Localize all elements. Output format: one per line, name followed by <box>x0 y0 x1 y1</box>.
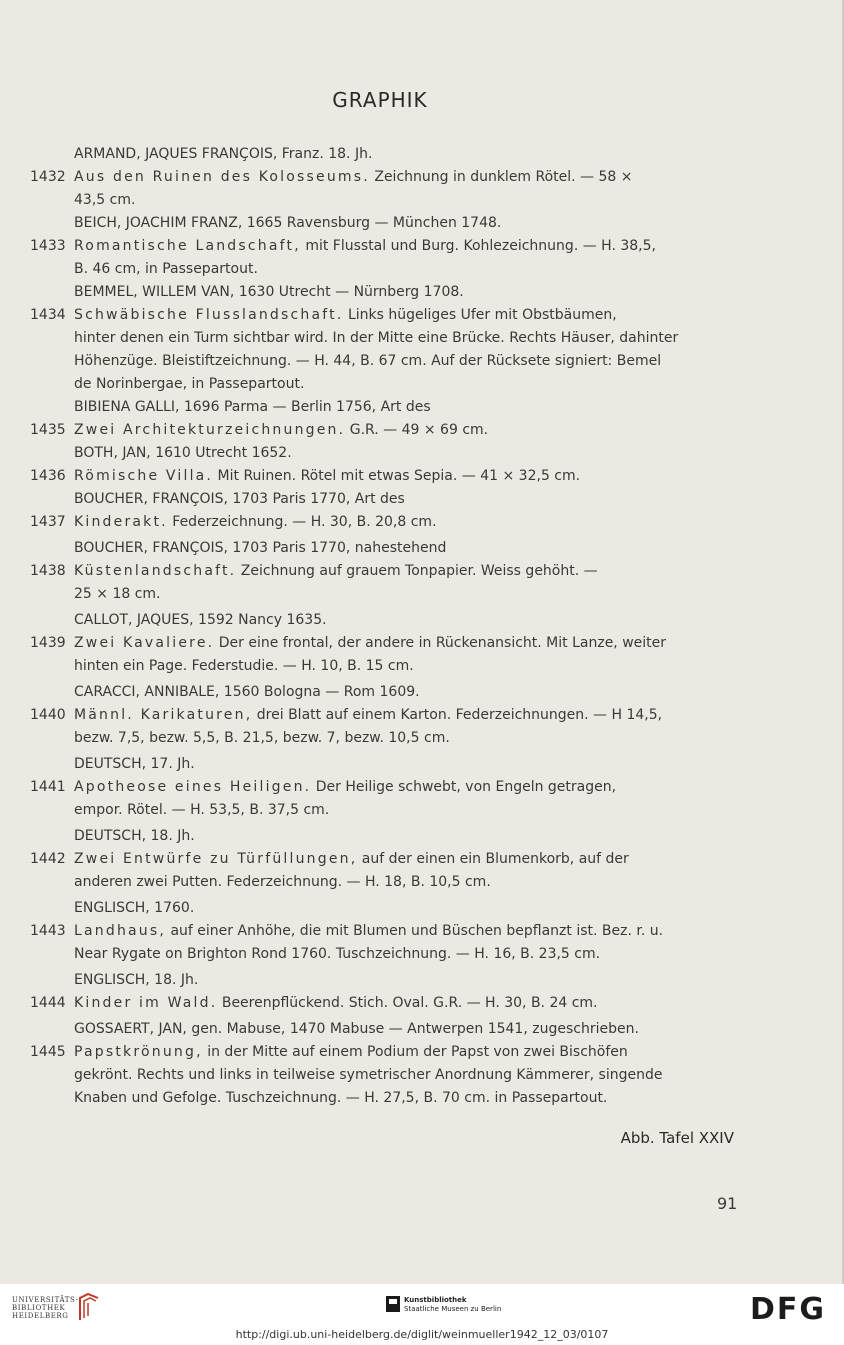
lot-text: empor. Rötel. — H. 53,5, B. 37,5 cm. <box>74 802 330 818</box>
artist-heading: CALLOT, JAQUES, 1592 Nancy 1635. <box>74 612 327 628</box>
lot-description-line <box>74 465 738 488</box>
lot-description-line <box>74 1041 738 1064</box>
footer <box>0 1284 844 1345</box>
lot-text: Beerenpflückend. Stich. Oval. G.R. — H. 30, B. 24 cm. <box>217 995 598 1011</box>
lot-title: Aus den Ruinen des Kolosseums. <box>74 169 370 185</box>
artist-heading: DEUTSCH, 17. Jh. <box>74 756 195 772</box>
lot-number: 1442 <box>30 851 66 867</box>
lot-entry <box>30 776 738 799</box>
lot-description-line <box>30 583 738 606</box>
lot-description-line <box>74 419 738 442</box>
lot-title: Papstkrönung, <box>74 1044 203 1060</box>
lot-number: 1440 <box>30 707 66 723</box>
lot-text: auf einer Anhöhe, die mit Blumen und Büschen bepflanzt ist. Bez. r. u. <box>166 923 664 939</box>
lot-entry <box>30 992 738 1015</box>
lot-text: mit Flusstal und Burg. Kohlezeichnung. — H. 38,5, <box>300 238 656 254</box>
artist-heading: ARMAND, JAQUES FRANÇOIS, Franz. 18. Jh. <box>74 146 373 162</box>
lot-number: 1441 <box>30 779 66 795</box>
lot-title: Apotheose eines Heiligen. <box>74 779 312 795</box>
lot-number: 1437 <box>30 514 66 530</box>
artist-heading: BIBIENA GALLI, 1696 Parma — Berlin 1756, Art des <box>74 399 431 415</box>
lot-text: Near Rygate on Brighton Rond 1760. Tuschzeichnung. — H. 16, B. 23,5 cm. <box>74 946 601 962</box>
kunstbibliothek-logo-icon <box>386 1296 400 1312</box>
lot-entry <box>30 1041 738 1064</box>
lot-description-line <box>30 655 738 678</box>
lot-entry <box>30 560 738 583</box>
lot-description-line <box>30 327 738 350</box>
lot-description-line <box>74 235 738 258</box>
artist-heading: BOUCHER, FRANÇOIS, 1703 Paris 1770, Art des <box>74 491 405 507</box>
lot-description-line <box>30 1064 738 1087</box>
plate-reference: Abb. Tafel XXIV <box>620 1129 734 1147</box>
lot-number: 1432 <box>30 169 66 185</box>
lot-description-line <box>74 776 738 799</box>
ub-line: HEIDELBERG <box>12 1312 69 1320</box>
lot-text: hinten ein Page. Federstudie. — H. 10, B. 15 cm. <box>74 658 414 674</box>
lot-entry <box>30 511 738 534</box>
lot-description-line <box>30 727 738 750</box>
dfg-logo: DFG <box>750 1292 827 1327</box>
lot-description-line <box>30 373 738 396</box>
artist-heading: BEICH, JOACHIM FRANZ, 1665 Ravensburg — München 1748. <box>74 215 502 231</box>
lot-description-line <box>74 992 738 1015</box>
ub-heidelberg-label <box>12 1296 79 1320</box>
lot-title: Schwäbische Flusslandschaft. <box>74 307 344 323</box>
lot-text: Der Heilige schwebt, von Engeln getragen, <box>311 779 617 795</box>
lot-text: Höhenzüge. Bleistiftzeichnung. — H. 44, B. 67 cm. Auf der Rücksete signiert: Bemel <box>74 353 662 369</box>
lot-description-line <box>74 632 738 655</box>
lot-number: 1438 <box>30 563 66 579</box>
lot-number: 1433 <box>30 238 66 254</box>
lot-description-line <box>74 560 738 583</box>
lot-entry <box>30 704 738 727</box>
lot-text: drei Blatt auf einem Karton. Federzeichnungen. — H 14,5, <box>252 707 663 723</box>
lot-description-line <box>74 704 738 727</box>
ub-line: UNIVERSITÄTS- <box>12 1296 79 1304</box>
lot-title: Männl. Karikaturen, <box>74 707 253 723</box>
artist-heading: ENGLISCH, 1760. <box>74 900 195 916</box>
lot-text: Der eine frontal, der andere in Rückenansicht. Mit Lanze, weiter <box>214 635 667 651</box>
lot-number: 1436 <box>30 468 66 484</box>
lot-title: Küstenlandschaft. <box>74 563 237 579</box>
lot-title: Kinder im Wald. <box>74 995 218 1011</box>
lot-description-line <box>74 166 738 189</box>
lot-description-line <box>30 350 738 373</box>
lot-description-line <box>74 511 738 534</box>
lot-text: hinter denen ein Turm sichtbar wird. In der Mitte eine Brücke. Rechts Häuser, dahinter <box>74 330 679 346</box>
lot-title: Kinderakt. <box>74 514 168 530</box>
lot-text: in der Mitte auf einem Podium der Papst von zwei Bischöfen <box>202 1044 628 1060</box>
artist-heading: CARACCI, ANNIBALE, 1560 Bologna — Rom 1609. <box>74 684 420 700</box>
lot-entry <box>30 848 738 871</box>
lot-title: Römische Villa. <box>74 468 214 484</box>
lot-description-line <box>30 258 738 281</box>
ub-line: BIBLIOTHEK <box>12 1304 66 1312</box>
lot-description-line <box>30 1087 738 1110</box>
lot-description-line <box>30 871 738 894</box>
lot-text: B. 46 cm, in Passepartout. <box>74 261 258 277</box>
lot-text: G.R. — 49 × 69 cm. <box>345 422 489 438</box>
lot-entry <box>30 235 738 258</box>
lot-text: bezw. 7,5, bezw. 5,5, B. 21,5, bezw. 7, bezw. 10,5 cm. <box>74 730 450 746</box>
page-number: 91 <box>717 1194 738 1213</box>
lot-text: Knaben und Gefolge. Tuschzeichnung. — H. 27,5, B. 70 cm. in Passepartout. <box>74 1090 608 1106</box>
lot-title: Zwei Architekturzeichnungen. <box>74 422 346 438</box>
lot-number: 1439 <box>30 635 66 651</box>
lot-entry <box>30 920 738 943</box>
lot-text: 43,5 cm. <box>74 192 136 208</box>
kunstbibliothek-label <box>404 1296 501 1314</box>
lot-number: 1444 <box>30 995 66 1011</box>
lot-description-line <box>30 799 738 822</box>
kb-subtitle: Staatliche Museen zu Berlin <box>404 1305 502 1313</box>
kb-title: Kunstbibliothek <box>404 1296 467 1304</box>
lot-text: de Norinbergae, in Passepartout. <box>74 376 305 392</box>
lot-title: Landhaus, <box>74 923 167 939</box>
artist-heading: ENGLISCH, 18. Jh. <box>74 972 199 988</box>
artist-heading: GOSSAERT, JAN, gen. Mabuse, 1470 Mabuse — Antwerpen 1541, zugeschrieben. <box>74 1021 639 1037</box>
catalog-entries <box>30 143 738 1110</box>
lot-number: 1434 <box>30 307 66 323</box>
lot-text: 25 × 18 cm. <box>74 586 161 602</box>
lot-description-line <box>74 848 738 871</box>
lot-text: Zeichnung auf grauem Tonpapier. Weiss gehöht. — <box>236 563 598 579</box>
artist-heading: BOUCHER, FRANÇOIS, 1703 Paris 1770, nahestehend <box>74 540 447 556</box>
lot-text: auf der einen ein Blumenkorb, auf der <box>357 851 629 867</box>
lot-text: anderen zwei Putten. Federzeichnung. — H. 18, B. 10,5 cm. <box>74 874 491 890</box>
source-url[interactable]: http://digi.ub.uni-heidelberg.de/diglit/weinmueller1942_12_03/0107 <box>235 1328 609 1341</box>
lot-title: Romantische Landschaft, <box>74 238 301 254</box>
lot-entry <box>30 304 738 327</box>
lot-entry <box>30 166 738 189</box>
lot-text: gekrönt. Rechts und links in teilweise symetrischer Anordnung Kämmerer, singende <box>74 1067 663 1083</box>
lot-entry <box>30 419 738 442</box>
lot-entry <box>30 465 738 488</box>
lot-description-line <box>74 920 738 943</box>
artist-heading: DEUTSCH, 18. Jh. <box>74 828 195 844</box>
lot-title: Zwei Kavaliere. <box>74 635 215 651</box>
page-title: GRAPHIK <box>332 88 428 112</box>
lot-number: 1435 <box>30 422 66 438</box>
lot-number: 1443 <box>30 923 66 939</box>
lot-text: Zeichnung in dunklem Rötel. — 58 × <box>369 169 633 185</box>
lot-description-line <box>74 304 738 327</box>
lot-title: Zwei Entwürfe zu Türfüllungen, <box>74 851 358 867</box>
lot-text: Federzeichnung. — H. 30, B. 20,8 cm. <box>167 514 437 530</box>
lot-text: Links hügeliges Ufer mit Obstbäumen, <box>343 307 617 323</box>
lot-description-line <box>30 943 738 966</box>
lot-description-line <box>30 189 738 212</box>
lot-text: Mit Ruinen. Rötel mit etwas Sepia. — 41 × 32,5 cm. <box>213 468 581 484</box>
lot-number: 1445 <box>30 1044 66 1060</box>
lot-entry <box>30 632 738 655</box>
ub-logo-icon <box>76 1292 102 1322</box>
artist-heading: BEMMEL, WILLEM VAN, 1630 Utrecht — Nürnberg 1708. <box>74 284 464 300</box>
artist-heading: BOTH, JAN, 1610 Utrecht 1652. <box>74 445 292 461</box>
